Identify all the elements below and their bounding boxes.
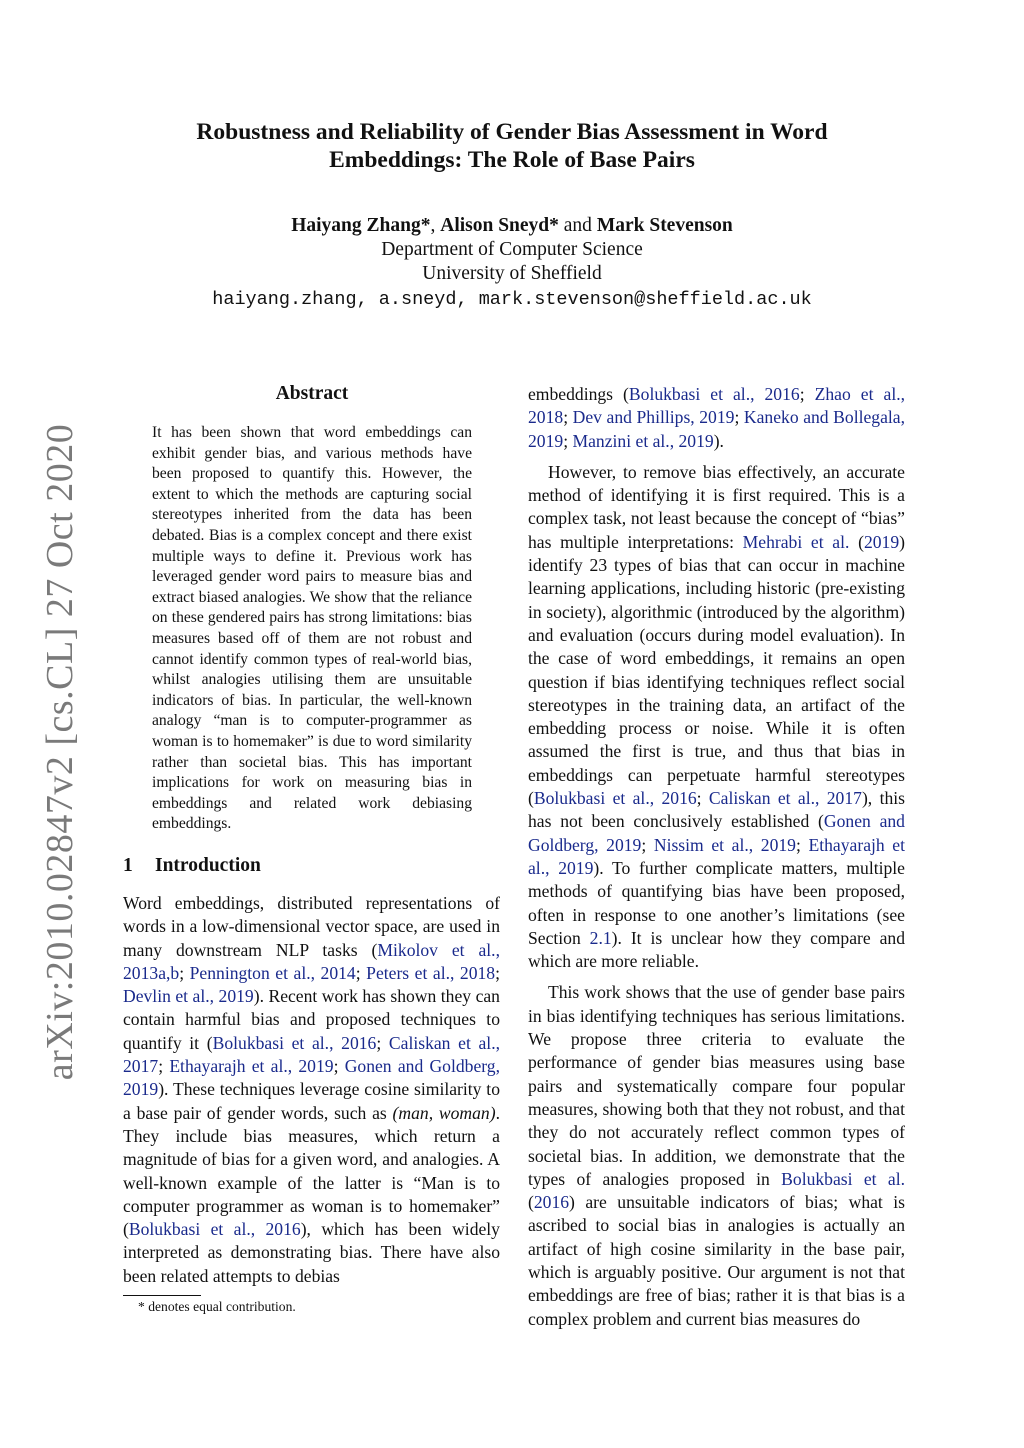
intro-paragraph-1: [123, 892, 500, 1288]
body-text: ). Recent work has shown they can contain harmful bias and proposed techniques to quantify it (: [123, 986, 500, 1053]
body-text: ), which has been widely interpreted as demonstrating bias. There have also been related attempts to debias: [123, 1219, 500, 1286]
citation-link[interactable]: Kaneko and Bollegala, 2019: [528, 407, 905, 451]
math-expression: (man, woman): [392, 1102, 496, 1123]
author-separator: and: [558, 215, 597, 236]
body-text: ;: [158, 1056, 170, 1077]
footnote: * denotes equal contribution.: [138, 1299, 296, 1314]
citation-link[interactable]: Bolukbasi et al.: [781, 1168, 905, 1189]
department: Department of Computer Science: [381, 239, 643, 260]
body-text: ;: [355, 962, 367, 983]
body-text: (: [849, 531, 864, 552]
citation-link[interactable]: Gonen and Goldberg, 2019: [528, 811, 905, 855]
body-text: ). To further complicate matters, multiple methods of quantifying bias have been proposed, often in response to one another’s limitations (see Section: [528, 857, 905, 948]
body-text: ;: [641, 834, 654, 855]
body-text: ), this has not been conclusively established (: [528, 788, 905, 832]
body-text: ).: [713, 430, 724, 451]
body-text: ). These techniques leverage cosine similarity to a base pair of gender words, such as: [123, 1079, 500, 1123]
author-emails: haiyang.zhang, a.sneyd, mark.stevenson@sheffield.ac.uk: [212, 289, 812, 310]
intro-paragraph-3: [528, 981, 905, 1330]
citation-link[interactable]: Zhao et al., 2018: [528, 384, 906, 428]
author-list: [150, 214, 874, 237]
citation-link[interactable]: Bolukbasi et al., 2016: [628, 384, 800, 404]
citation-link[interactable]: Caliskan et al., 2017: [123, 1032, 500, 1077]
intro-paragraph-1-continued: [528, 383, 905, 453]
citation-link[interactable]: Bolukbasi et al., 2016: [533, 788, 697, 809]
body-text: . They include bias measures, which return a magnitude of bias for a given word, and analogies. A well-known example of the latter is “Man is to computer programmer as woman is to homemaker” (: [123, 1102, 500, 1240]
citation-link[interactable]: Ethayarajh et al., 2019: [169, 1056, 334, 1077]
body-text: ;: [795, 834, 809, 855]
arxiv-identifier: arXiv:2010.02847v2 [cs.CL] 27 Oct 2020: [39, 423, 81, 1081]
section-reference-link[interactable]: 2.1: [589, 927, 612, 948]
body-text: ;: [376, 1032, 389, 1053]
section-title: Introduction: [155, 855, 261, 876]
citation-link[interactable]: Mehrabi et al.: [742, 531, 850, 552]
body-text: ) identify 23 types of bias that can occur in machine learning applications, including historic (pre-existing in society), algorithmic (introduced by the algorithm) and evaluation (occurs during model evaluation). In the case of word embeddings, it remains an open question if bias identifying techniques reflect social stereotypes in the training data, an artifact of the embedding process or noise. While it is often assumed the first is true, and thus that bias in embeddings can perpetuate harmful stereotypes (: [528, 531, 905, 809]
body-text: Word embeddings, distributed representations of words in a low-dimensional vector space, are used in many downstream NLP tasks (: [123, 893, 500, 960]
citation-link[interactable]: 2019: [863, 531, 900, 552]
author-separator: ,: [430, 215, 441, 236]
citation-link[interactable]: Mikolov et al., 2013a,b: [123, 939, 500, 983]
section-number: 1: [123, 855, 133, 876]
body-text: However, to remove bias effectively, an accurate method of identifying it is first required. This is a complex task, not least because the concept of “bias” has multiple interpretations:: [528, 461, 905, 552]
body-text: ;: [734, 407, 744, 428]
body-text: ). It is unclear how they compare and which are more reliable.: [528, 927, 905, 972]
citation-link[interactable]: Dev and Phillips, 2019: [572, 407, 735, 428]
body-text: ;: [563, 407, 573, 428]
body-text: ;: [179, 962, 190, 983]
abstract-body: It has been shown that word embeddings can exhibit gender bias, and various methods have been proposed to quantify this. However, the extent to which the methods are capturing social stereotypes inherited from the data has been debated. Bias is a complex concept and there exist multiple ways to define it. Previous work has leveraged gender word pairs to measure bias and extract biased analogies. We show that the reliance on these gendered pairs has strong limitations: bias measures based off of them are not robust and cannot identify common types of real-world bias, whilst analogies utilising them are unsuitable indicators of bias. In particular, the well-known analogy “man is to computer-programmer as woman is to homemaker” is due to word similarity rather than societal bias. This has important implications for work on measuring bias in embeddings and related work debiasing embeddings.: [152, 424, 472, 833]
citation-link[interactable]: Gonen and Goldberg, 2019: [123, 1056, 500, 1100]
body-text: ) are unsuitable indicators of bias; what is ascribed to social bias in analogies is actually an artifact of high cosine similarity in the base pair, which is arguably positive. Our argument is not that embeddings are free of bias; rather it is that bias is a complex problem and current bias measures do: [528, 1192, 905, 1329]
body-text: ;: [563, 430, 573, 451]
university: University of Sheffield: [422, 263, 602, 284]
citation-link[interactable]: Caliskan et al., 2017: [708, 788, 862, 809]
title-line-1: Robustness and Reliability of Gender Bias Assessment in Word: [196, 119, 828, 145]
title-line-2: Embeddings: The Role of Base Pairs: [329, 147, 695, 173]
citation-link[interactable]: Bolukbasi et al., 2016: [128, 1219, 301, 1240]
author-3: Mark Stevenson: [596, 215, 733, 236]
footnote-rule: [123, 1295, 201, 1296]
citation-link[interactable]: Nissim et al., 2019: [653, 834, 796, 855]
citation-link[interactable]: 2016: [533, 1192, 570, 1213]
author-1: Haiyang Zhang*: [291, 215, 431, 236]
citation-link[interactable]: Peters et al., 2018: [366, 962, 496, 983]
citation-link[interactable]: Pennington et al., 2014: [189, 962, 356, 983]
body-text: (: [528, 1192, 534, 1213]
body-text: ;: [799, 384, 815, 404]
right-column: [528, 383, 905, 1339]
author-2: Alison Sneyd*: [440, 215, 559, 236]
citation-link[interactable]: Devlin et al., 2019: [123, 986, 254, 1007]
citation-link[interactable]: Bolukbasi et al., 2016: [212, 1032, 377, 1053]
paper-title: [150, 118, 874, 174]
section-heading-introduction: [123, 855, 261, 877]
body-text: ;: [333, 1056, 345, 1077]
body-text: This work shows that the use of gender base pairs in bias identifying techniques has serious limitations. We propose three criteria to evaluate the performance of gender bias measures using base pairs and systematically compare four popular measures, showing both that they not robust, and that they do not accurately reflect common types of societal bias. In addition, we demonstrate that the types of analogies proposed in: [528, 982, 905, 1189]
body-text: embeddings (: [528, 384, 629, 404]
body-text: ;: [495, 962, 500, 983]
citation-link[interactable]: Ethayarajh et al., 2019: [528, 834, 906, 878]
intro-paragraph-2: [528, 461, 905, 974]
citation-link[interactable]: Manzini et al., 2019: [572, 430, 714, 451]
body-text: ;: [696, 788, 709, 809]
abstract-heading: Abstract: [275, 383, 349, 404]
